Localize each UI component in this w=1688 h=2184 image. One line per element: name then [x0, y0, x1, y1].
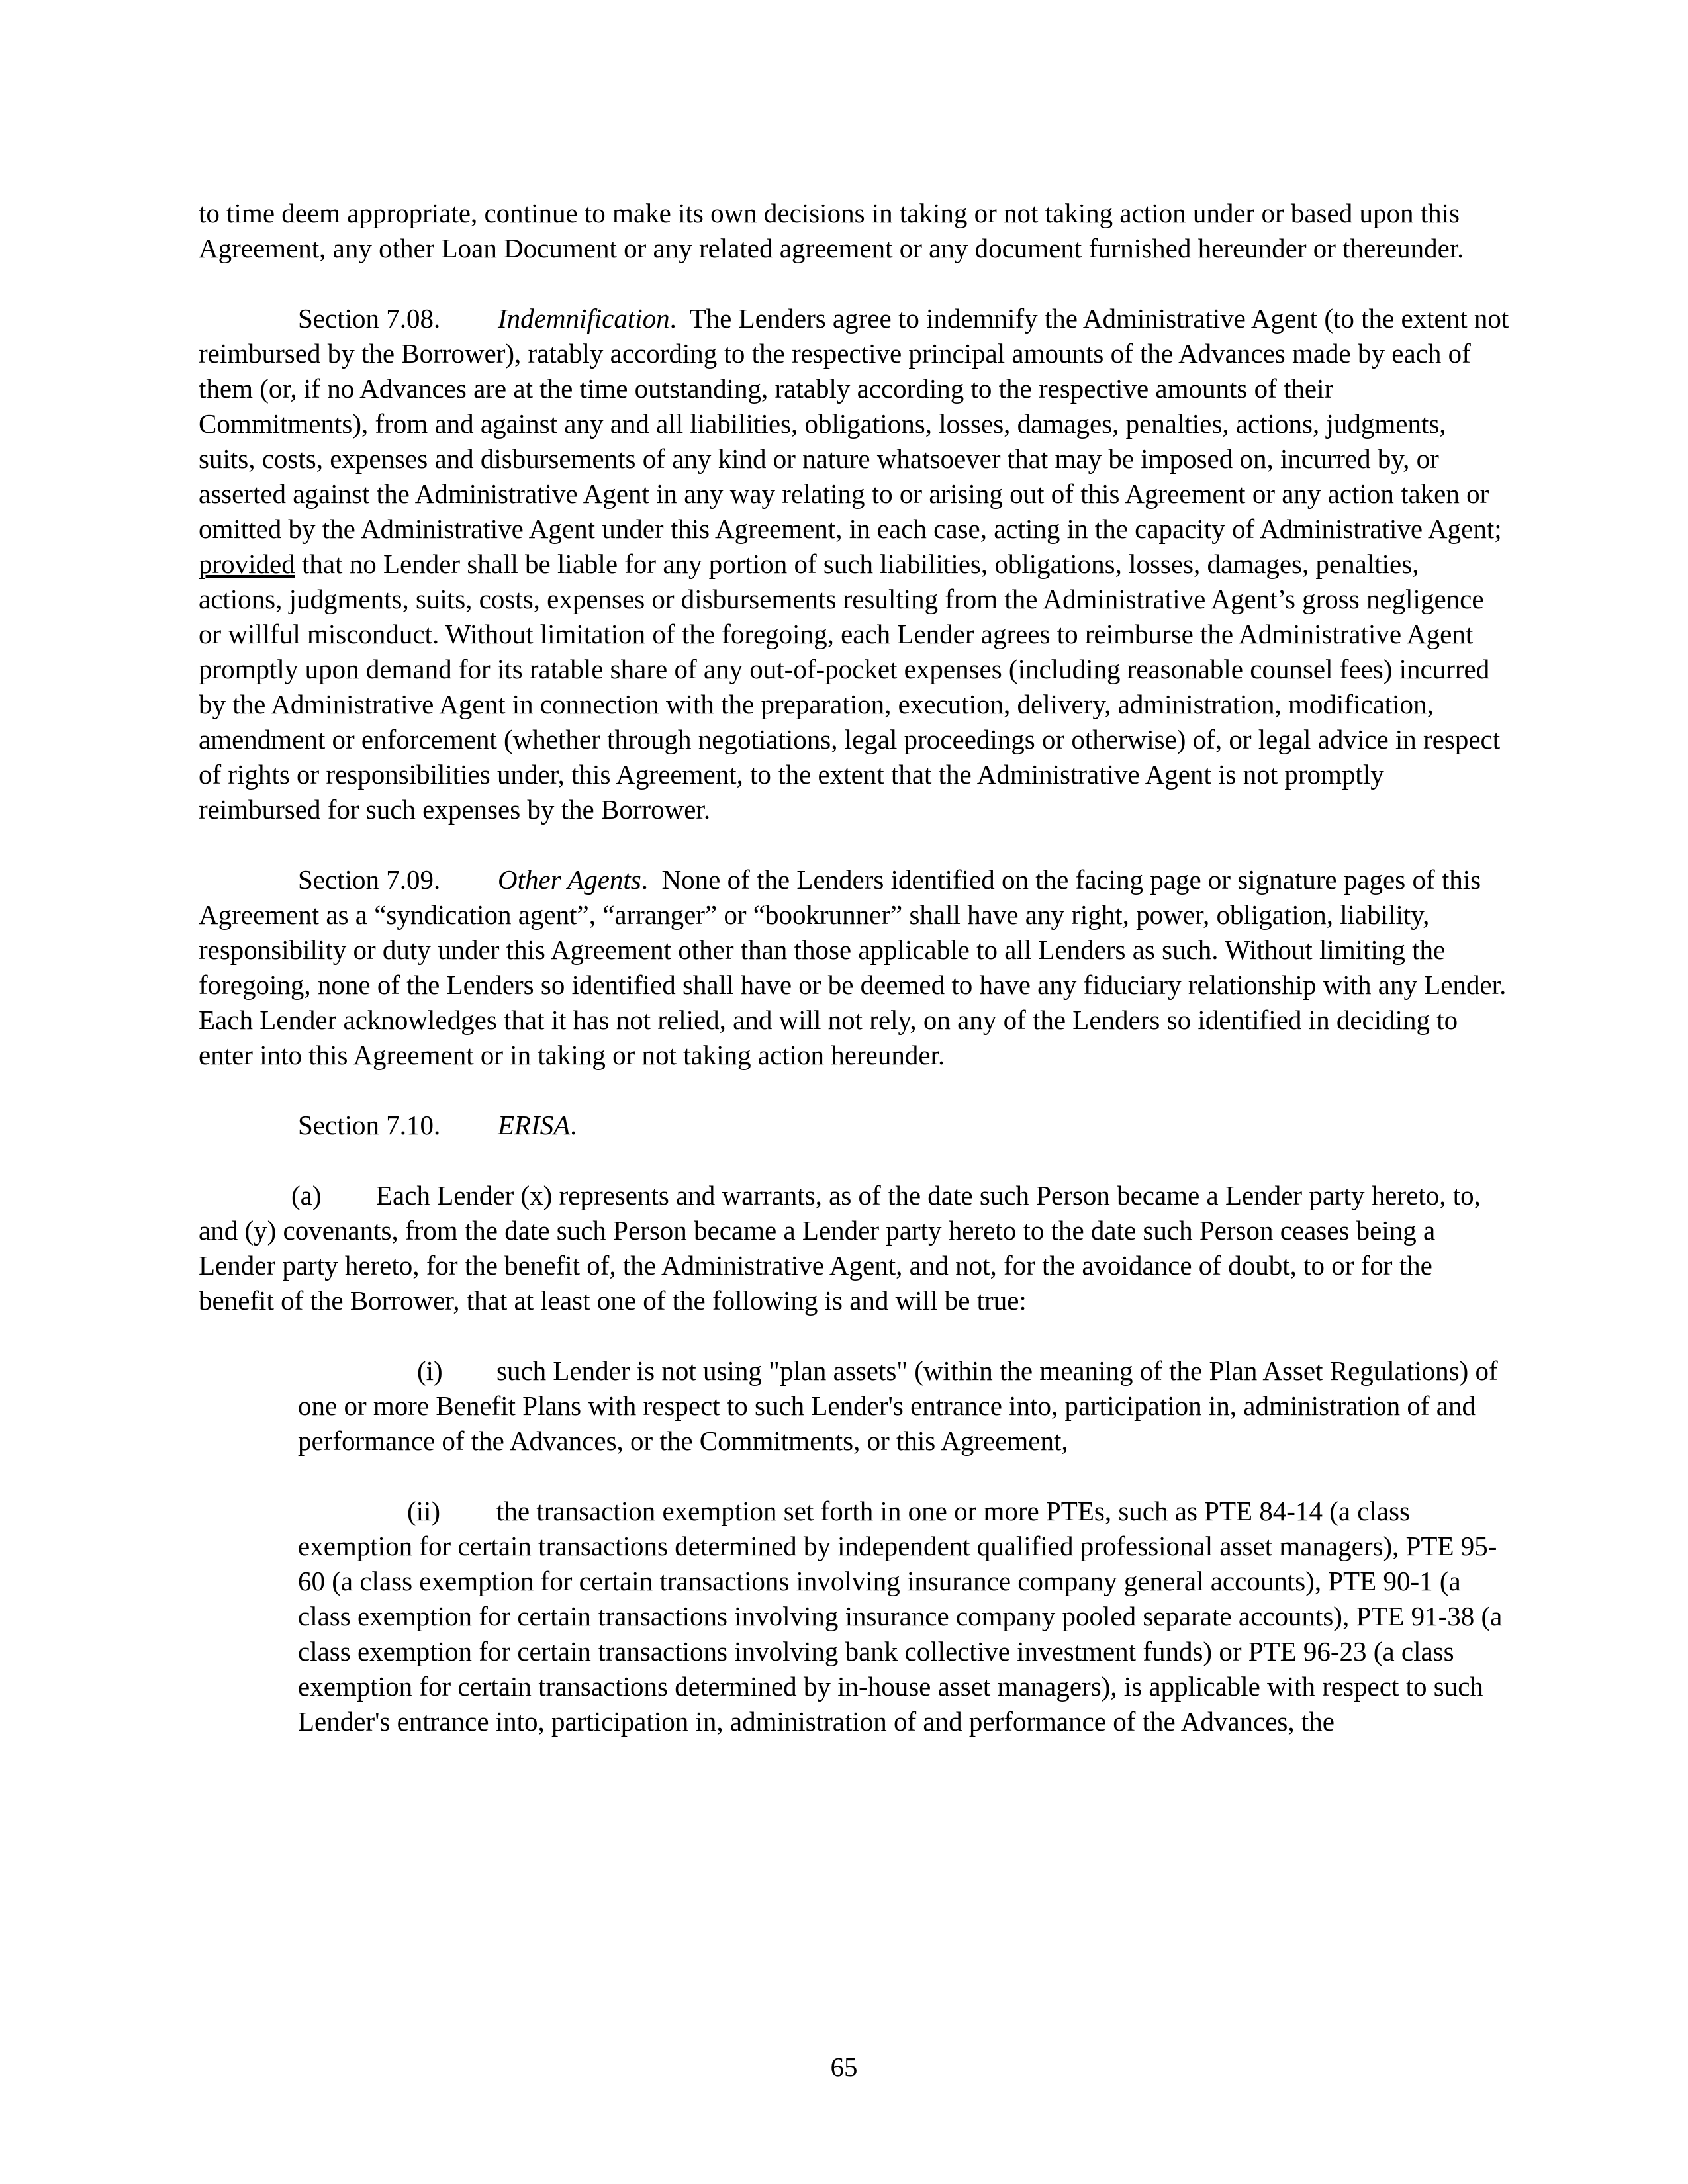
clause-marker: (ii): [407, 1496, 441, 1526]
section-title: Other Agents: [498, 864, 641, 895]
section-number: Section 7.08.: [298, 303, 441, 334]
section-body-text-continued: that no Lender shall be liable for any portion of such liabilities, obligations, losses, damages, penalties, actions, judgments, suits, costs, expenses or disbursements resulting from the Administrative Agent’s gross negligence or willful misconduct. Without limitation of the foregoing, each Lender agrees to reimburse the Administrative Agent promptly upon demand for its ratable share of any out-of-pocket expenses (including reasonable counsel fees) incurred by the Administrative Agent in connection with the preparation, execution, delivery, administration, modification, amendment or enforcement (whether through negotiations, legal proceedings or otherwise) of, or legal advice in respect of rights or responsibilities under, this Agreement, to the extent that the Administrative Agent is not promptly reimbursed for such expenses by the Borrower.: [199, 549, 1501, 825]
section-number: Section 7.10.: [298, 1110, 441, 1140]
section-body-text: None of the Lenders identified on the facing page or signature pages of this Agreement as a “syndication agent”, “arranger” or “bookrunner” shall have any right, power, obligation, liability, responsibility or duty under this Agreement other than those applicable to all Lenders as such. Without limiting the foregoing, none of the Lenders so identified shall have or be deemed to have any fiduciary relationship with any Lender. Each Lender acknowledges that it has not relied, and will not rely, on any of the Lenders so identified in deciding to enter into this Agreement or in taking or not taking action hereunder.: [199, 864, 1507, 1070]
section-title-period: .: [641, 864, 649, 895]
clause-i-paragraph: [298, 1353, 1509, 1459]
clause-marker: (i): [417, 1355, 443, 1386]
section-title-period: .: [570, 1110, 577, 1140]
section-7-10-heading: [199, 1108, 1509, 1143]
clause-a-paragraph: [199, 1178, 1509, 1318]
section-title: Indemnification: [498, 303, 670, 334]
document-page: [199, 196, 1509, 1739]
section-7-09-paragraph: [199, 862, 1509, 1073]
section-title: ERISA: [498, 1110, 571, 1140]
section-7-08-paragraph: [199, 301, 1509, 827]
underlined-term: provided: [199, 549, 295, 579]
clause-text: Each Lender (x) represents and warrants, as of the date such Person became a Lender party hereto, to, and (y) covenants, from the date such Person became a Lender party hereto to the date such Person ceases being a Lender party hereto, for the benefit of, the Administrative Agent, and not, for the avoidance of doubt, to or for the benefit of the Borrower, that at least one of the following is and will be true:: [199, 1180, 1481, 1316]
clause-ii-paragraph: [298, 1494, 1509, 1739]
clause-text: the transaction exemption set forth in one or more PTEs, such as PTE 84-14 (a class exemption for certain transactions determined by independent qualified professional asset managers), PTE 95-60 (a class exemption for certain transactions involving insurance company general accounts), PTE 90-1 (a class exemption for certain transactions involving insurance company pooled separate accounts), PTE 91-38 (a class exemption for certain transactions involving bank collective investment funds) or PTE 96-23 (a class exemption for certain transactions determined by in-house asset managers), is applicable with respect to such Lender's entrance into, participation in, administration of and performance of the Advances, the: [298, 1496, 1503, 1737]
clause-text: such Lender is not using "plan assets" (within the meaning of the Plan Asset Regulations) of one or more Benefit Plans with respect to such Lender's entrance into, participation in, administration of and performance of the Advances, or the Commitments, or this Agreement,: [298, 1355, 1498, 1456]
clause-marker: (a): [291, 1180, 322, 1210]
section-title-period: .: [669, 303, 677, 334]
page-number: 65: [830, 2052, 858, 2082]
section-number: Section 7.09.: [298, 864, 441, 895]
continuation-paragraph: to time deem appropriate, continue to make its own decisions in taking or not taking action under or based upon this Agreement, any other Loan Document or any related agreement or any document furnished hereunder or thereunder.: [199, 198, 1464, 263]
section-body-text: The Lenders agree to indemnify the Administrative Agent (to the extent not reimbursed by the Borrower), ratably according to the respective principal amounts of the Advances made by each of them (or, if no Advances are at the time outstanding, ratably according to the respective amounts of their Commitments), from and against any and all liabilities, obligations, losses, damages, penalties, actions, judgments, suits, costs, expenses and disbursements of any kind or nature whatsoever that may be imposed on, incurred by, or asserted against the Administrative Agent in any way relating to or arising out of this Agreement or any action taken or omitted by the Administrative Agent under this Agreement, in each case, acting in the capacity of Administrative Agent;: [199, 303, 1509, 544]
